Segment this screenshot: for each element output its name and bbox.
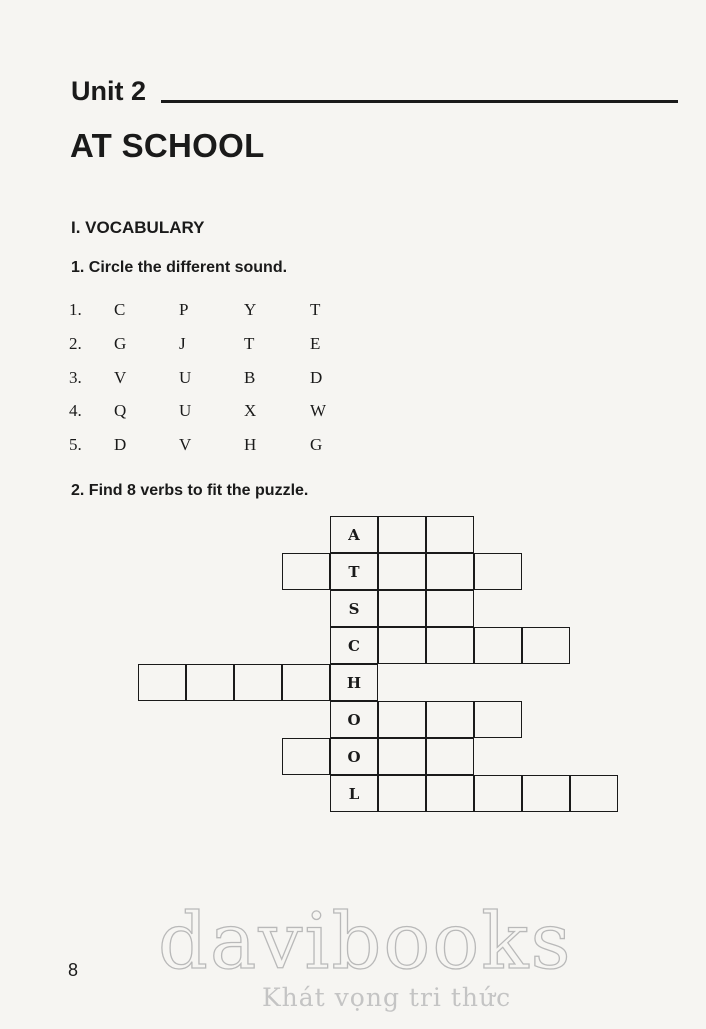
crossword-cell[interactable]: [378, 738, 426, 775]
exercise-1-row: [0, 435, 706, 457]
crossword-key-cell[interactable]: A: [330, 516, 378, 553]
crossword-cell[interactable]: [378, 516, 426, 553]
lesson-title: AT SCHOOL: [70, 127, 265, 164]
row-number: 2.: [69, 334, 82, 353]
option-letter[interactable]: T: [244, 334, 255, 353]
crossword-cell[interactable]: [282, 738, 330, 775]
crossword-cell[interactable]: [474, 627, 522, 664]
crossword-key-cell[interactable]: L: [330, 775, 378, 812]
watermark-logo: davibooks: [158, 897, 573, 987]
crossword-cell[interactable]: [426, 775, 474, 812]
crossword-cell[interactable]: [426, 738, 474, 775]
crossword-cell[interactable]: [522, 775, 570, 812]
crossword-cell[interactable]: [282, 553, 330, 590]
crossword-key-cell[interactable]: S: [330, 590, 378, 627]
option-letter[interactable]: U: [179, 401, 192, 420]
exercise-1-row: [0, 334, 706, 356]
option-letter[interactable]: T: [310, 300, 321, 319]
option-letter[interactable]: U: [179, 368, 192, 387]
watermark-tagline: Khát vọng tri thức: [262, 983, 512, 1012]
crossword-key-cell[interactable]: O: [330, 701, 378, 738]
row-number: 4.: [69, 401, 82, 420]
option-letter[interactable]: Y: [244, 300, 257, 319]
crossword-cell[interactable]: [282, 664, 330, 701]
crossword-cell[interactable]: [378, 627, 426, 664]
unit-label: Unit 2: [71, 76, 147, 106]
crossword-cell[interactable]: [426, 553, 474, 590]
crossword-key-cell[interactable]: O: [330, 738, 378, 775]
crossword-cell[interactable]: [426, 701, 474, 738]
crossword-cell[interactable]: [474, 553, 522, 590]
option-letter[interactable]: D: [114, 435, 127, 454]
crossword-key-cell[interactable]: T: [330, 553, 378, 590]
crossword-key-cell[interactable]: C: [330, 627, 378, 664]
section-heading-vocabulary: I. VOCABULARY: [71, 218, 205, 237]
option-letter[interactable]: C: [114, 300, 126, 319]
crossword-cell[interactable]: [378, 553, 426, 590]
unit-title-rule: [161, 100, 678, 103]
crossword-cell[interactable]: [570, 775, 618, 812]
exercise-2-instruction: 2. Find 8 verbs to fit the puzzle.: [71, 482, 309, 499]
option-letter[interactable]: J: [179, 334, 186, 353]
option-letter[interactable]: Q: [114, 401, 127, 420]
option-letter[interactable]: G: [310, 435, 323, 454]
exercise-1-row: [0, 401, 706, 423]
row-number: 3.: [69, 368, 82, 387]
crossword-cell[interactable]: [426, 590, 474, 627]
page-number: 8: [68, 960, 79, 980]
crossword-cell[interactable]: [378, 775, 426, 812]
option-letter[interactable]: W: [310, 401, 327, 420]
crossword-cell[interactable]: [522, 627, 570, 664]
crossword-cell[interactable]: [378, 590, 426, 627]
crossword-cell[interactable]: [234, 664, 282, 701]
option-letter[interactable]: H: [244, 435, 257, 454]
option-letter[interactable]: V: [114, 368, 127, 387]
crossword-cell[interactable]: [474, 775, 522, 812]
option-letter[interactable]: P: [179, 300, 189, 319]
exercise-1-row: [0, 300, 706, 322]
crossword-cell[interactable]: [426, 627, 474, 664]
row-number: 1.: [69, 300, 82, 319]
crossword-key-cell[interactable]: H: [330, 664, 378, 701]
crossword-cell[interactable]: [474, 701, 522, 738]
exercise-1-row: [0, 368, 706, 390]
crossword-cell[interactable]: [378, 701, 426, 738]
option-letter[interactable]: V: [179, 435, 192, 454]
crossword-cell[interactable]: [426, 516, 474, 553]
row-number: 5.: [69, 435, 82, 454]
crossword-cell[interactable]: [186, 664, 234, 701]
option-letter[interactable]: E: [310, 334, 321, 353]
crossword-cell[interactable]: [138, 664, 186, 701]
option-letter[interactable]: B: [244, 368, 256, 387]
option-letter[interactable]: X: [244, 401, 257, 420]
exercise-1-instruction: 1. Circle the different sound.: [71, 259, 288, 276]
option-letter[interactable]: D: [310, 368, 323, 387]
option-letter[interactable]: G: [114, 334, 127, 353]
